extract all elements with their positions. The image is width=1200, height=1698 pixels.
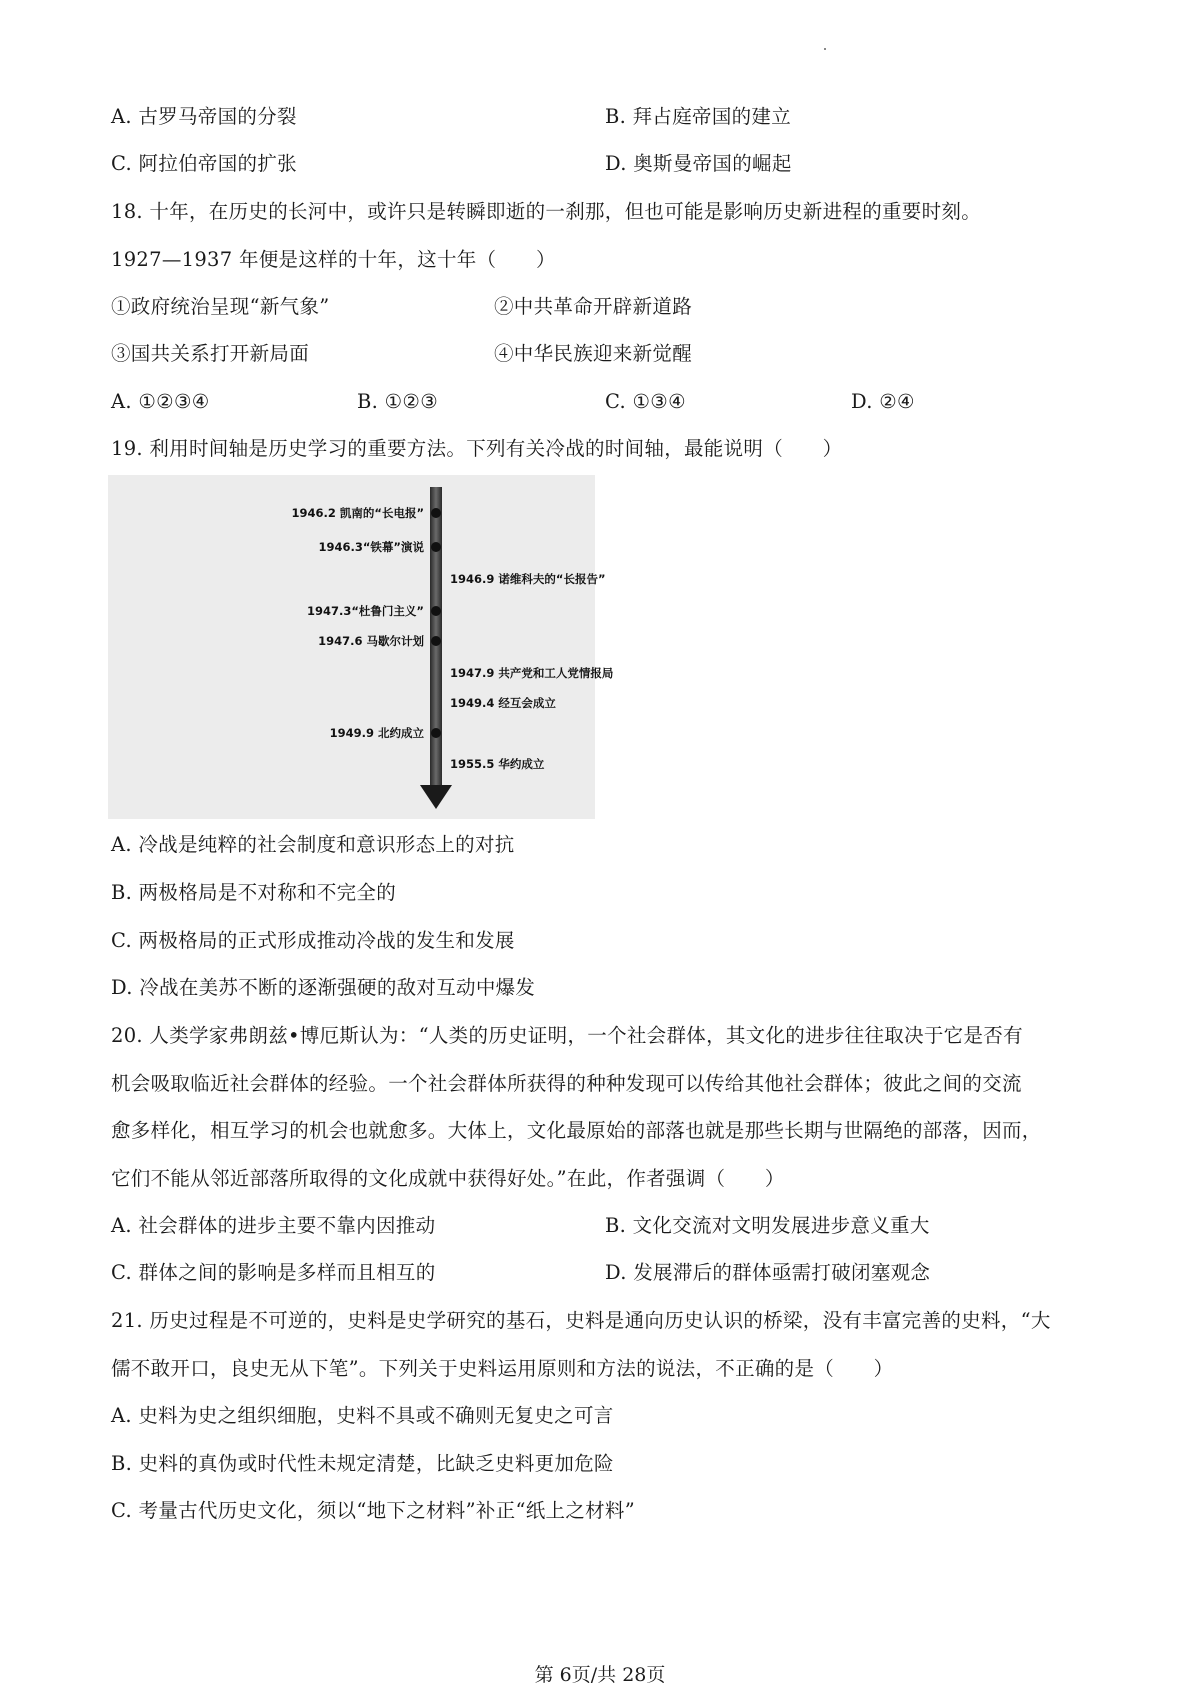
timeline-event-label: 1949.9 北约成立: [329, 726, 424, 740]
q19-option-a: A. 冷战是纯粹的社会制度和意识形态上的对抗: [111, 833, 515, 856]
q19-option-d: D. 冷战在美苏不断的逐渐强硬的敌对互动中爆发: [111, 976, 536, 999]
q20-option-a: A. 社会群体的进步主要不靠内因推动: [111, 1214, 436, 1237]
q18-option-d: D. ②④: [851, 390, 915, 413]
timeline-event-label: 1955.5 华约成立: [450, 757, 545, 771]
q21-stem-line-1: 21. 历史过程是不可逆的，史料是史学研究的基石，史料是通向历史认识的桥梁，没有丰富完善的史料，“大: [111, 1309, 1051, 1332]
q19-option-b: B. 两极格局是不对称和不完全的: [111, 881, 397, 904]
q21-option-a: A. 史料为史之组织细胞，史料不具或不确则无复史之可言: [111, 1404, 614, 1427]
q20-stem-line-3: 愈多样化，相互学习的机会也就愈多。大体上，文化最原始的部落也就是那些长期与世隔绝的部落，因而，: [111, 1119, 1042, 1142]
timeline-event-label: 1946.9 诺维科夫的“长报告”: [450, 572, 606, 586]
timeline-svg: [108, 475, 614, 819]
q18-option-c: C. ①③④: [605, 390, 686, 413]
timeline-event-label: 1946.3“铁幕”演说: [318, 540, 424, 554]
q21-option-b: B. 史料的真伪或时代性未规定清楚，比缺乏史料更加危险: [111, 1452, 614, 1475]
q18-statement-4: ④中华民族迎来新觉醒: [494, 342, 693, 365]
q18-stem-line-2: 1927—1937 年便是这样的十年，这十年（ ）: [111, 248, 556, 271]
timeline-event-marker: [431, 508, 441, 518]
q18-statement-1: ①政府统治呈现“新气象”: [111, 295, 330, 318]
timeline-event-label: 1947.9 共产党和工人党情报局: [450, 666, 614, 680]
cold-war-timeline-figure: [108, 475, 614, 819]
q17-option-c: C. 阿拉伯帝国的扩张: [111, 152, 297, 175]
timeline-event-label: 1947.3“杜鲁门主义”: [307, 604, 424, 618]
timeline-event-marker: [431, 636, 441, 646]
q21-option-c: C. 考量古代历史文化，须以“地下之材料”补正“纸上之材料”: [111, 1499, 635, 1522]
page-footer: 第 6页/共 28页: [534, 1664, 666, 1686]
q20-option-c: C. 群体之间的影响是多样而且相互的: [111, 1261, 436, 1284]
q17-option-a: A. 古罗马帝国的分裂: [111, 105, 297, 128]
q21-stem-line-2: 儒不敢开口，良史无从下笔”。下列关于史料运用原则和方法的说法，不正确的是（ ）: [111, 1357, 894, 1380]
timeline-event-marker: [431, 728, 441, 738]
q17-option-b: B. 拜占庭帝国的建立: [605, 105, 792, 128]
timeline-arrowhead: [420, 785, 452, 809]
q19-option-c: C. 两极格局的正式形成推动冷战的发生和发展: [111, 929, 515, 952]
timeline-event-marker: [431, 606, 441, 616]
q20-stem-line-4: 它们不能从邻近部落所取得的文化成就中获得好处。”在此，作者强调（ ）: [111, 1167, 785, 1190]
q19-stem: 19. 利用时间轴是历史学习的重要方法。下列有关冷战的时间轴，最能说明（ ）: [111, 437, 843, 460]
q20-stem-line-2: 机会吸取临近社会群体的经验。一个社会群体所获得的种种发现可以传给其他社会群体；彼此之间的交流: [111, 1072, 1022, 1095]
timeline-event-label: 1946.2 凯南的“长电报”: [291, 506, 424, 520]
q20-option-d: D. 发展滞后的群体亟需打破闭塞观念: [605, 1261, 931, 1284]
q18-stem-line-1: 18. 十年，在历史的长河中，或许只是转瞬即逝的一刹那，但也可能是影响历史新进程的重要时刻。: [111, 200, 982, 223]
q18-statement-2: ②中共革命开辟新道路: [494, 295, 693, 318]
q18-option-a: A. ①②③④: [111, 390, 210, 413]
q20-option-b: B. 文化交流对文明发展进步意义重大: [605, 1214, 930, 1237]
timeline-event-marker: [431, 542, 441, 552]
timeline-event-label: 1949.4 经互会成立: [450, 696, 556, 710]
timeline-event-label: 1947.6 马歇尔计划: [318, 634, 424, 648]
q18-statement-3: ③国共关系打开新局面: [111, 342, 310, 365]
q17-option-d: D. 奥斯曼帝国的崛起: [605, 152, 792, 175]
q20-stem-line-1: 20. 人类学家弗朗兹•博厄斯认为：“人类的历史证明，一个社会群体，其文化的进步往往取决于它是否有: [111, 1024, 1023, 1047]
q18-option-b: B. ①②③: [357, 390, 438, 413]
scan-speck: [824, 48, 826, 50]
